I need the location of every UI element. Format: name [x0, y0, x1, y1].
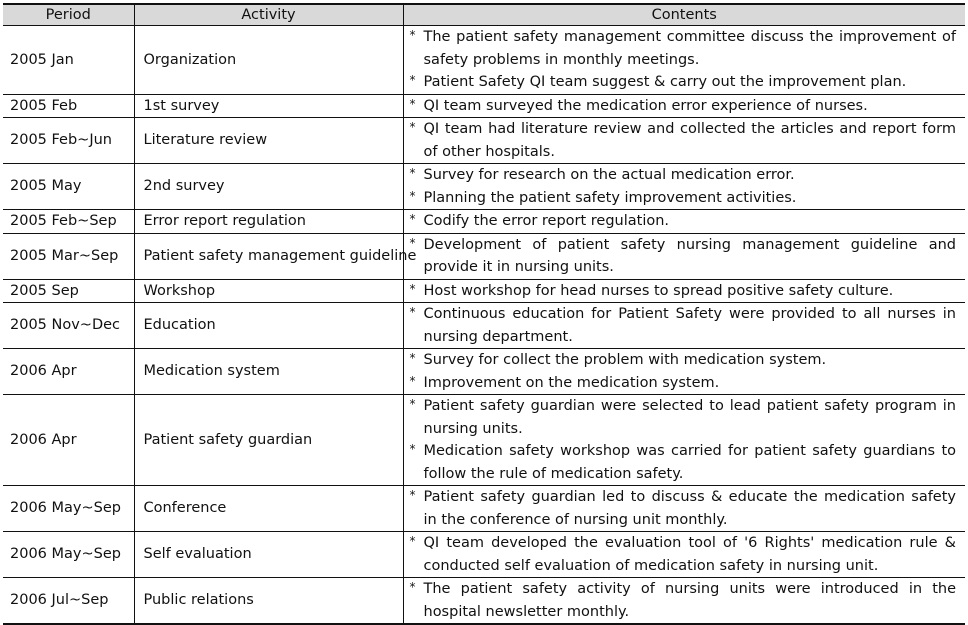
bullet-text: Host workshop for head nurses to spread positive safety culture.	[423, 282, 894, 299]
bullet-text: QI team surveyed the medication error experience of nurses.	[423, 97, 868, 114]
activity-cell: Organization	[134, 26, 403, 95]
header-period: Period	[3, 4, 134, 26]
period-cell: 2005 Feb	[3, 94, 134, 118]
period-cell: 2005 Feb~Jun	[3, 118, 134, 164]
bullet-asterisk: *	[409, 188, 416, 203]
table-row	[3, 578, 965, 625]
activity-cell: Public relations	[134, 578, 403, 625]
bullet-asterisk: *	[409, 351, 416, 365]
contents-cell	[403, 118, 965, 164]
content-bullet	[410, 303, 957, 348]
bullet-text: The patient safety activity of nursing units were introduced in the hospital newsletter monthly.	[423, 581, 956, 620]
content-bullet	[410, 280, 957, 303]
bullet-asterisk: *	[409, 166, 416, 180]
period-cell: 2006 Jul~Sep	[3, 578, 134, 625]
period-cell: 2006 May~Sep	[3, 532, 134, 578]
content-bullet	[410, 234, 957, 279]
activity-cell: Self evaluation	[134, 532, 403, 578]
table-row	[3, 118, 965, 164]
bullet-asterisk: *	[409, 212, 416, 226]
contents-cell	[403, 578, 965, 625]
bullet-asterisk: *	[409, 73, 416, 87]
bullet-text: Improvement on the medication system.	[423, 374, 720, 391]
content-bullet	[410, 210, 957, 233]
bullet-asterisk: *	[409, 488, 416, 502]
bullet-asterisk: *	[409, 28, 416, 42]
activity-cell: Literature review	[134, 118, 403, 164]
contents-cell	[403, 486, 965, 532]
bullet-asterisk: *	[409, 373, 416, 388]
period-cell: 2005 May	[3, 164, 134, 210]
bullet-asterisk: *	[409, 120, 416, 134]
bullet-asterisk: *	[409, 534, 416, 548]
table-row	[3, 279, 965, 303]
bullet-asterisk: *	[409, 580, 416, 594]
table-row	[3, 233, 965, 279]
contents-cell	[403, 94, 965, 118]
table-row	[3, 395, 965, 486]
content-bullet	[410, 349, 957, 372]
content-bullet	[410, 187, 957, 210]
period-cell: 2005 Jan	[3, 26, 134, 95]
contents-cell	[403, 303, 965, 349]
bullet-text: Patient safety guardian led to discuss & educate the medication safety in the conference of nursing unit monthly.	[423, 489, 956, 528]
activity-cell: Error report regulation	[134, 210, 403, 234]
bullet-text: Patient Safety QI team suggest & carry out the improvement plan.	[423, 74, 907, 90]
table-row	[3, 164, 965, 210]
bullet-text: Medication safety workshop was carried for patient safety guardians to follow the rule of medication safety.	[423, 443, 956, 482]
activity-table	[3, 3, 965, 625]
bullet-asterisk: *	[409, 281, 416, 296]
table-row	[3, 349, 965, 395]
content-bullet	[410, 578, 957, 623]
bullet-text: Codify the error report regulation.	[423, 213, 670, 229]
contents-cell	[403, 164, 965, 210]
header-activity: Activity	[134, 4, 403, 26]
activity-cell: Education	[134, 303, 403, 349]
bullet-asterisk: *	[409, 96, 416, 111]
bullet-text: Planning the patient safety improvement activities.	[423, 189, 797, 206]
contents-cell	[403, 532, 965, 578]
bullet-text: The patient safety management committee discuss the improvement of safety problems in monthly meetings.	[423, 29, 956, 68]
content-bullet	[410, 440, 957, 485]
contents-cell	[403, 26, 965, 95]
period-cell: 2005 Nov~Dec	[3, 303, 134, 349]
contents-cell	[403, 210, 965, 234]
period-cell: 2006 Apr	[3, 395, 134, 486]
bullet-text: QI team had literature review and collected the articles and report form of other hospitals.	[423, 121, 956, 160]
table-row	[3, 303, 965, 349]
content-bullet	[410, 26, 957, 71]
contents-cell	[403, 279, 965, 303]
bullet-text: QI team developed the evaluation tool of '6 Rights' medication rule & conducted self evaluation of medication safety in nursing unit.	[423, 535, 956, 574]
content-bullet	[410, 164, 957, 187]
table-row	[3, 210, 965, 234]
bullet-asterisk: *	[409, 305, 416, 319]
period-cell: 2005 Feb~Sep	[3, 210, 134, 234]
bullet-asterisk: *	[409, 397, 416, 411]
content-bullet	[410, 486, 957, 531]
period-cell: 2005 Sep	[3, 279, 134, 303]
header-contents: Contents	[403, 4, 965, 26]
bullet-asterisk: *	[409, 442, 416, 456]
bullet-text: Continuous education for Patient Safety were provided to all nurses in nursing department.	[423, 306, 956, 345]
bullet-text: Development of patient safety nursing management guideline and provide it in nursing units.	[423, 236, 956, 275]
activity-cell: Conference	[134, 486, 403, 532]
table-row	[3, 26, 965, 95]
content-bullet	[410, 118, 957, 163]
table-row	[3, 486, 965, 532]
activity-cell: Workshop	[134, 279, 403, 303]
table-row	[3, 532, 965, 578]
period-cell: 2005 Mar~Sep	[3, 233, 134, 279]
table-body	[3, 26, 965, 625]
content-bullet	[410, 95, 957, 118]
contents-cell	[403, 349, 965, 395]
activity-cell: 2nd survey	[134, 164, 403, 210]
content-bullet	[410, 532, 957, 577]
bullet-text: Survey for research on the actual medication error.	[423, 167, 795, 183]
activity-cell: Patient safety guardian	[134, 395, 403, 486]
content-bullet	[410, 395, 957, 440]
table-header	[3, 4, 965, 26]
content-bullet	[410, 71, 957, 94]
bullet-text: Survey for collect the problem with medication system.	[423, 352, 827, 368]
bullet-asterisk: *	[409, 235, 416, 250]
table-row	[3, 94, 965, 118]
contents-cell	[403, 233, 965, 279]
period-cell: 2006 Apr	[3, 349, 134, 395]
contents-cell	[403, 395, 965, 486]
activity-cell: Patient safety management guideline	[134, 233, 403, 279]
content-bullet	[410, 372, 957, 395]
header-row	[3, 4, 965, 26]
activity-cell: Medication system	[134, 349, 403, 395]
activity-cell: 1st survey	[134, 94, 403, 118]
bullet-text: Patient safety guardian were selected to lead patient safety program in nursing units.	[423, 398, 956, 437]
period-cell: 2006 May~Sep	[3, 486, 134, 532]
